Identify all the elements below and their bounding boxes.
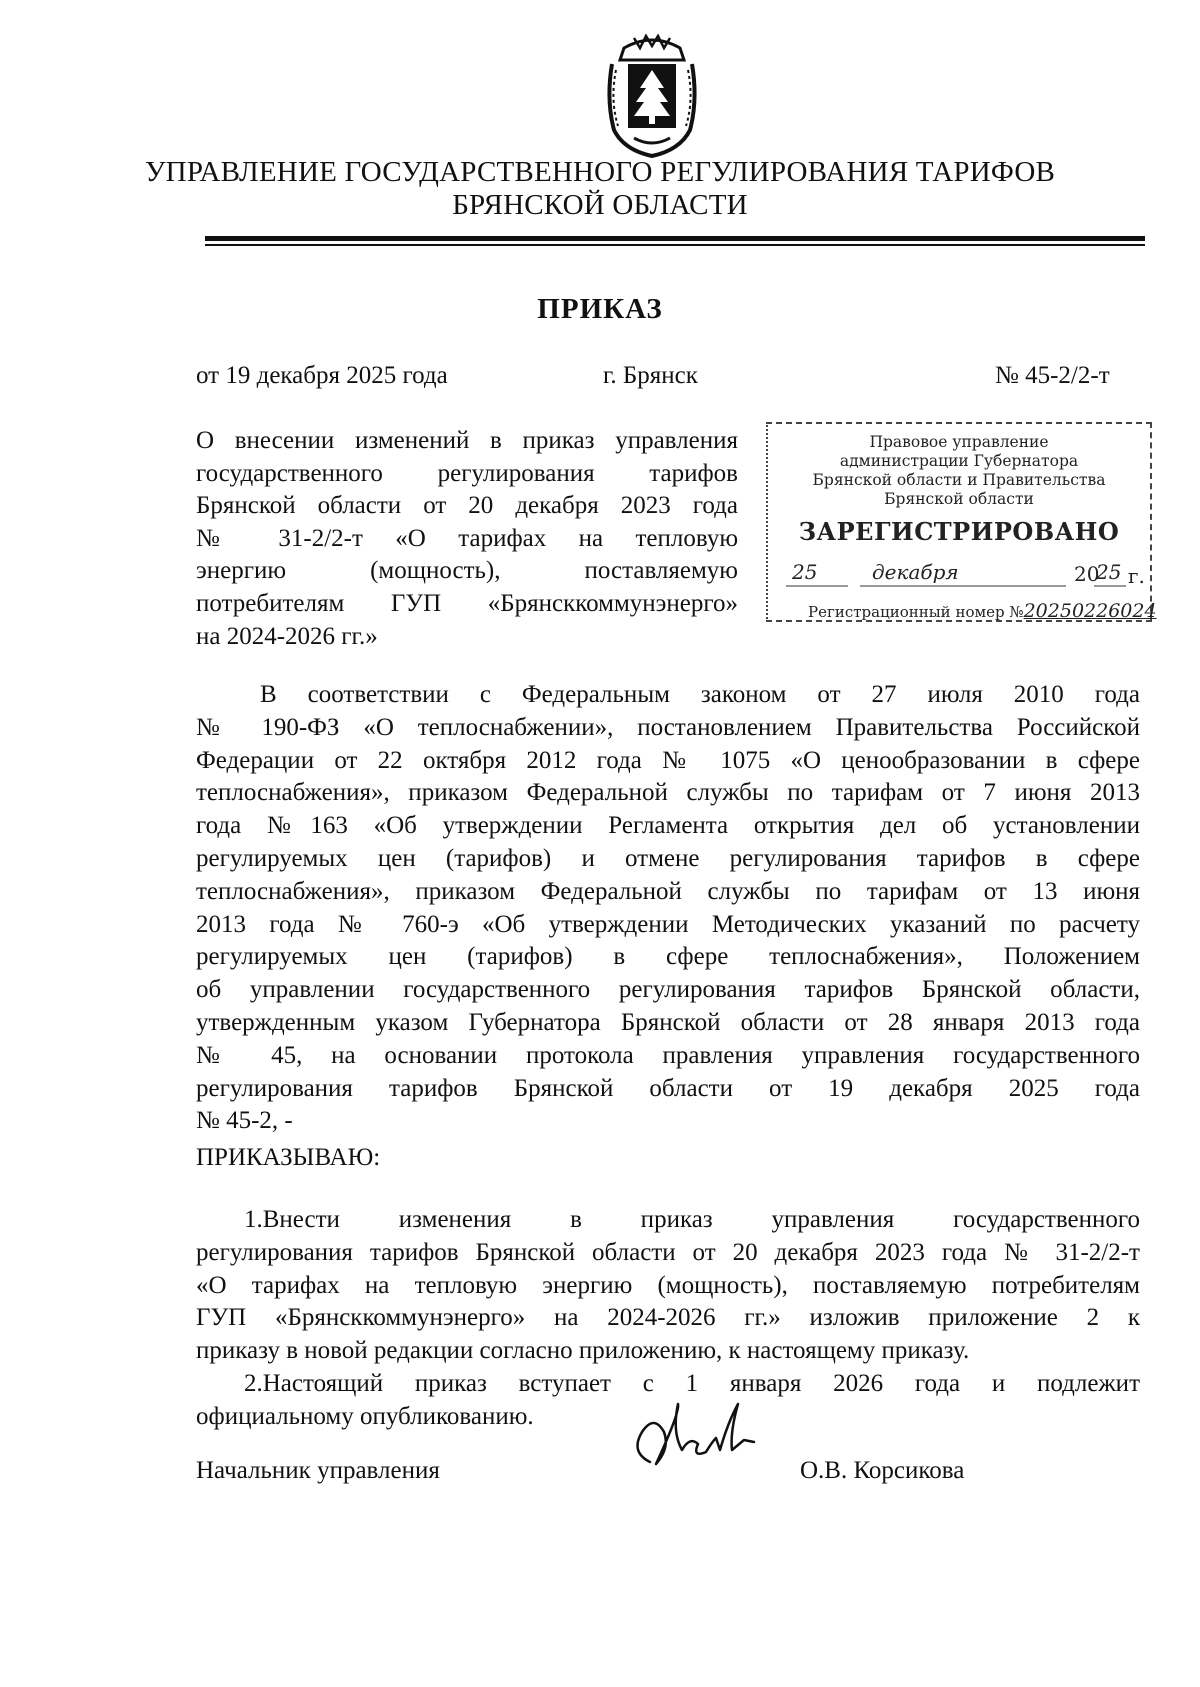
body-line: года №163 «Об утверждении Регламента открытия дел об установлении (196, 812, 1140, 840)
stamp-registration (808, 600, 1157, 622)
subject-line: Брянской области от 20 декабря 2023 года (196, 492, 738, 520)
subject-line: № 31-2/2-т «О тарифах на тепловую (196, 524, 738, 552)
stamp-line: Правовое управление (869, 433, 1049, 451)
document-subject (196, 425, 738, 653)
signatory-position: Начальник управления (196, 1457, 440, 1484)
organization-name-line1: УПРАВЛЕНИЕ ГОСУДАРСТВЕННОГО РЕГУЛИРОВАНИЯ ТАРИФОВ (144, 156, 1056, 188)
subject-line: энергию (мощность), поставляемую (196, 557, 738, 585)
body-line: регулируемых цен (тарифов) и отмене регулирования тарифов в сфере (196, 844, 1140, 872)
body-line: утвержденным указом Губернатора Брянской области от 28 января 2013 года (196, 1008, 1140, 1036)
subject-line: потребителям ГУП «Брянсккоммунэнерго» (196, 589, 738, 617)
subject-line: на 2024-2026 гг.» (196, 622, 378, 650)
body-line: В соответствии с Федеральным законом от 27 июля 2010 года (260, 681, 1140, 708)
header-divider-thin (205, 244, 1145, 246)
stamp-reg-number: 20250226024 (1023, 600, 1157, 622)
item1-line: регулирования тарифов Брянской области от 20 декабря 2023 года № 31-2/2-т (196, 1238, 1140, 1266)
registration-stamp (766, 422, 1157, 622)
body-line: об управлении государственного регулирования тарифов Брянской области, (196, 976, 1140, 1004)
stamp-year-label: г. (1128, 564, 1145, 588)
handwritten-signature (620, 1392, 770, 1492)
signatory-name: О.В. Корсикова (800, 1457, 965, 1484)
item2-line: 2.Настоящий приказ вступает с 1 января 2026 года и подлежит (244, 1369, 1140, 1397)
stamp-year-prefix: 20 (1074, 562, 1100, 586)
item1-line: приказу в новой редакции согласно приложению, к настоящему приказу. (196, 1337, 970, 1365)
body-line: регулируемых цен (тарифов) в сфере теплоснабжения», Положением (196, 943, 1140, 971)
body-line: 2013 года № 760-э «Об утверждении Методических указаний по расчету (196, 910, 1140, 938)
stamp-line: Брянской области и Правительства (812, 471, 1106, 489)
body-line: № 45-2, - (196, 1107, 293, 1135)
preamble-paragraph (196, 679, 1140, 1138)
subject-line: государственного регулирования тарифов (196, 459, 738, 487)
item1-line: 1.Внести изменения в приказ управления государственного (244, 1206, 1140, 1233)
stamp-status: ЗАРЕГИСТРИРОВАНО (798, 517, 1120, 546)
coat-of-arms-icon (604, 30, 700, 158)
document-number: № 45-2/2-т (995, 362, 1110, 389)
organization-name-line2: БРЯНСКОЙ ОБЛАСТИ (452, 189, 748, 221)
item1-line: «О тарифах на тепловую энергию (мощность), поставляемую потребителям (196, 1271, 1140, 1299)
stamp-date (786, 560, 1145, 590)
body-line: Федерации от 22 октября 2012 года № 1075 «О ценообразовании в сфере (196, 746, 1140, 774)
document-title: ПРИКАЗ (537, 293, 663, 325)
stamp-reg-label: Регистрационный номер № (808, 603, 1024, 621)
stamp-year: 25 (1096, 560, 1122, 584)
document-city: г. Брянск (603, 362, 698, 389)
header-divider-thick (205, 236, 1145, 241)
document-date: от 19 декабря 2025 года (196, 362, 448, 389)
subject-line: О внесении изменений в приказ управления (196, 427, 738, 454)
stamp-day: 25 (792, 560, 818, 584)
body-line: № 45, на основании протокола правления управления государственного (196, 1041, 1140, 1069)
body-line: регулирования тарифов Брянской области от 19 декабря 2025 года (196, 1074, 1140, 1102)
stamp-line: администрации Губернатора (839, 452, 1079, 470)
item1-line: ГУП «Брянсккоммунэнерго» на 2024-2026 гг.» изложив приложение 2 к (196, 1304, 1140, 1332)
body-line: № 190-ФЗ «О теплоснабжении», постановлением Правительства Российской (196, 713, 1140, 741)
stamp-date-underline (786, 584, 1126, 588)
body-line: теплоснабжения», приказом Федеральной службы по тарифам от 7 июня 2013 (196, 779, 1140, 807)
stamp-line: Брянской области (884, 490, 1034, 508)
order-word: ПРИКАЗЫВАЮ: (196, 1144, 381, 1171)
stamp-month: декабря (872, 560, 959, 584)
item2-line: официальному опубликованию. (196, 1402, 534, 1430)
body-line: теплоснабжения», приказом Федеральной службы по тарифам от 13 июня (196, 877, 1140, 905)
